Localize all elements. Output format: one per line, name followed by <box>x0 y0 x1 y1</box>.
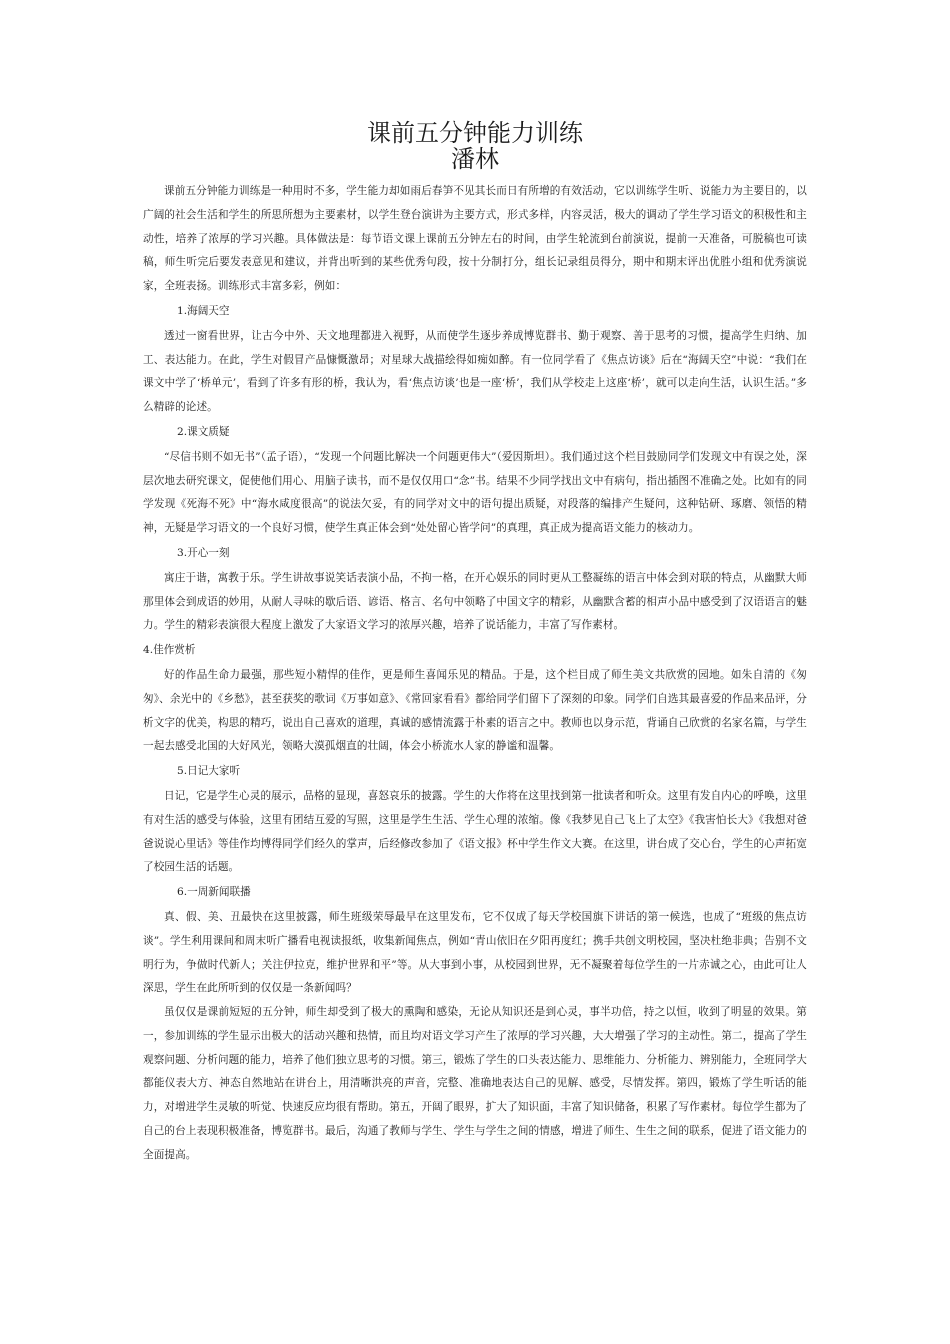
section-body-5: 日记，它是学生心灵的展示，品格的显现，喜怒哀乐的披露。学生的大作将在这里找到第一批读者和听众。这里有发自内心的呼唤，这里有对生活的感受与体验，这里有团结互爱的写照，这里是学生生活、学生心理的浓缩。像《我梦见自己飞上了太空》《我害怕长大》《我想对爸爸说说心里话》等佳作均博得同学们经久的掌声，后经修改参加了《语文报》杯中学生作文大赛。在这里，讲台成了交心台，学生的心声拓宽了校园生活的话题。 <box>143 789 807 874</box>
conclusion-paragraph: 虽仅仅是课前短短的五分钟，师生却受到了极大的熏陶和感染，无论从知识还是到心灵，事半功倍，持之以恒，收到了明显的效果。第一，参加训练的学生显示出极大的活动兴趣和热情，而且均对语文学习产生了浓厚的学习兴趣，大大增强了学习的主动性。第二，提高了学生观察问题、分析问题的能力，培养了他们独立思考的习惯。第三，锻炼了学生的口头表达能力、思维能力、分析能力、辨别能力，全班同学大都能仪表大方、神态自然地站在讲台上，用清晰洪亮的声音，完整、准确地表达自己的见解、感受，尽情发挥。第四，锻炼了学生听话的能力，对增进学生灵敏的听觉、快速反应均很有帮助。第五，开阔了眼界，扩大了知识面，丰富了知识储备，积累了写作素材。每位学生都为了自己的台上表现积极准备，博览群书。最后，沟通了教师与学生、学生与学生之间的情感，增进了师生、生生之间的联系，促进了语文能力的全面提高。 <box>143 1006 807 1161</box>
section-heading-5: 5.日记大家听 <box>177 765 241 778</box>
section-body-3: 寓庄于谐，寓教于乐。学生讲故事说笑话表演小品，不拘一格，在开心娱乐的同时更从工整凝练的语言中体会到对联的特点，从幽默大师那里体会到成语的妙用，从耐人寻味的歇后语、谚语、格言、名句中领略了中国文字的精彩，从幽默含蓄的相声小品中感受到了汉语语言的魅力。学生的精彩表演很大程度上激发了大家语文学习的浓厚兴趣，培养了说话能力，丰富了写作素材。 <box>143 571 807 632</box>
document-page <box>143 120 807 1168</box>
section-body-6: 真、假、美、丑最快在这里披露，师生班级荣辱最早在这里发布，它不仅成了每天学校国旗下讲话的第一候选，也成了“班级的焦点访谈”。学生利用课间和周末听广播看电视读报纸，收集新闻焦点，例如“青山依旧在夕阳再度红；携手共创文明校园，坚决杜绝非典；告别不文明行为，争做时代新人；关注伊拉克，维护世界和平”等。从大事到小事，从校园到世界，无不凝聚着每位学生的一片赤诚之心，由此可让人深思，学生在此所听到的仅仅是一条新闻吗？ <box>143 910 807 995</box>
section-heading-1: 1.海阔天空 <box>177 304 230 317</box>
section-body-2: “尽信书则不如无书”（孟子语），“发现一个问题比解决一个问题更伟大”（爱因斯坦）。我们通过这个栏目鼓励同学们发现文中有误之处，深层次地去研究课文，促使他们用心、用脑子读书，而不是仅仅用口“念”书。结果不少同学找出文中有病句，指出插图不准确之处。比如有的同学发现《死海不死》中“海水咸度很高”的说法欠妥，有的同学对文中的语句提出质疑，对段落的编排产生疑问，这种钻研、琢磨、领悟的精神，无疑是学习语文的一个良好习惯，使学生真正体会到“处处留心皆学问”的真理，真正成为提高语文能力的核动力。 <box>143 450 807 535</box>
section-heading-4: 4.佳作赏析 <box>143 644 196 657</box>
section-body-1: 透过一窗看世界，让古今中外、天文地理都进入视野，从而使学生逐步养成博览群书、勤于观察、善于思考的习惯，提高学生归纳、加工、表达能力。在此，学生对假冒产品慷慨激昂；对星球大战描绘得如痴如醉。有一位同学看了《焦点访谈》后在“海阔天空”中说：“我们在课文中学了‘桥单元’，看到了许多有形的桥，我认为，看‘焦点访谈’也是一座‘桥’，我们从学校走上这座‘桥’，就可以走向生活，认识生活。”多么精辟的论述。 <box>143 329 807 414</box>
intro-paragraph: 课前五分钟能力训练是一种用时不多，学生能力却如雨后春笋不见其长而日有所增的有效活动，它以训练学生听、说能力为主要目的，以广阔的社会生活和学生的所思所想为主要素材，以学生登台演讲为主要方式，形式多样，内容灵活，极大的调动了学生学习语文的积极性和主动性，培养了浓厚的学习兴趣。具体做法是：每节语文课上课前五分钟左右的时间，由学生轮流到台前演说，提前一天准备，可脱稿也可读稿，师生听完后要发表意见和建议，并背出听到的某些优秀句段，按十分制打分，组长记录组员得分，期中和期末评出优胜小组和优秀演说家，全班表扬。训练形式丰富多彩，例如： <box>143 185 807 293</box>
section-body-4: 好的作品生命力最强，那些短小精悍的佳作，更是师生喜闻乐见的精品。于是，这个栏目成了师生美文共欣赏的园地。如朱自清的《匆匆》、余光中的《乡愁》，甚至获奖的歌词《万事如意》、《常回家看看》都给同学们留下了深刻的印象。同学们自选其最喜爱的作品来品评，分析文字的优美，构思的精巧，说出自己喜欢的道理，真诚的感情流露于朴素的语言之中。教师也以身示范，背诵自己欣赏的名家名篇，与学生一起去感受北国的大好风光，领略大漠孤烟直的壮阔，体会小桥流水人家的静谧和温馨。 <box>143 668 807 753</box>
section-heading-6: 6.一周新闻联播 <box>177 886 251 899</box>
document-title: 课前五分钟能力训练 <box>367 119 583 147</box>
section-heading-2: 2.课文质疑 <box>177 425 230 438</box>
document-author: 潘林 <box>451 145 499 173</box>
section-heading-3: 3.开心一刻 <box>177 546 230 559</box>
